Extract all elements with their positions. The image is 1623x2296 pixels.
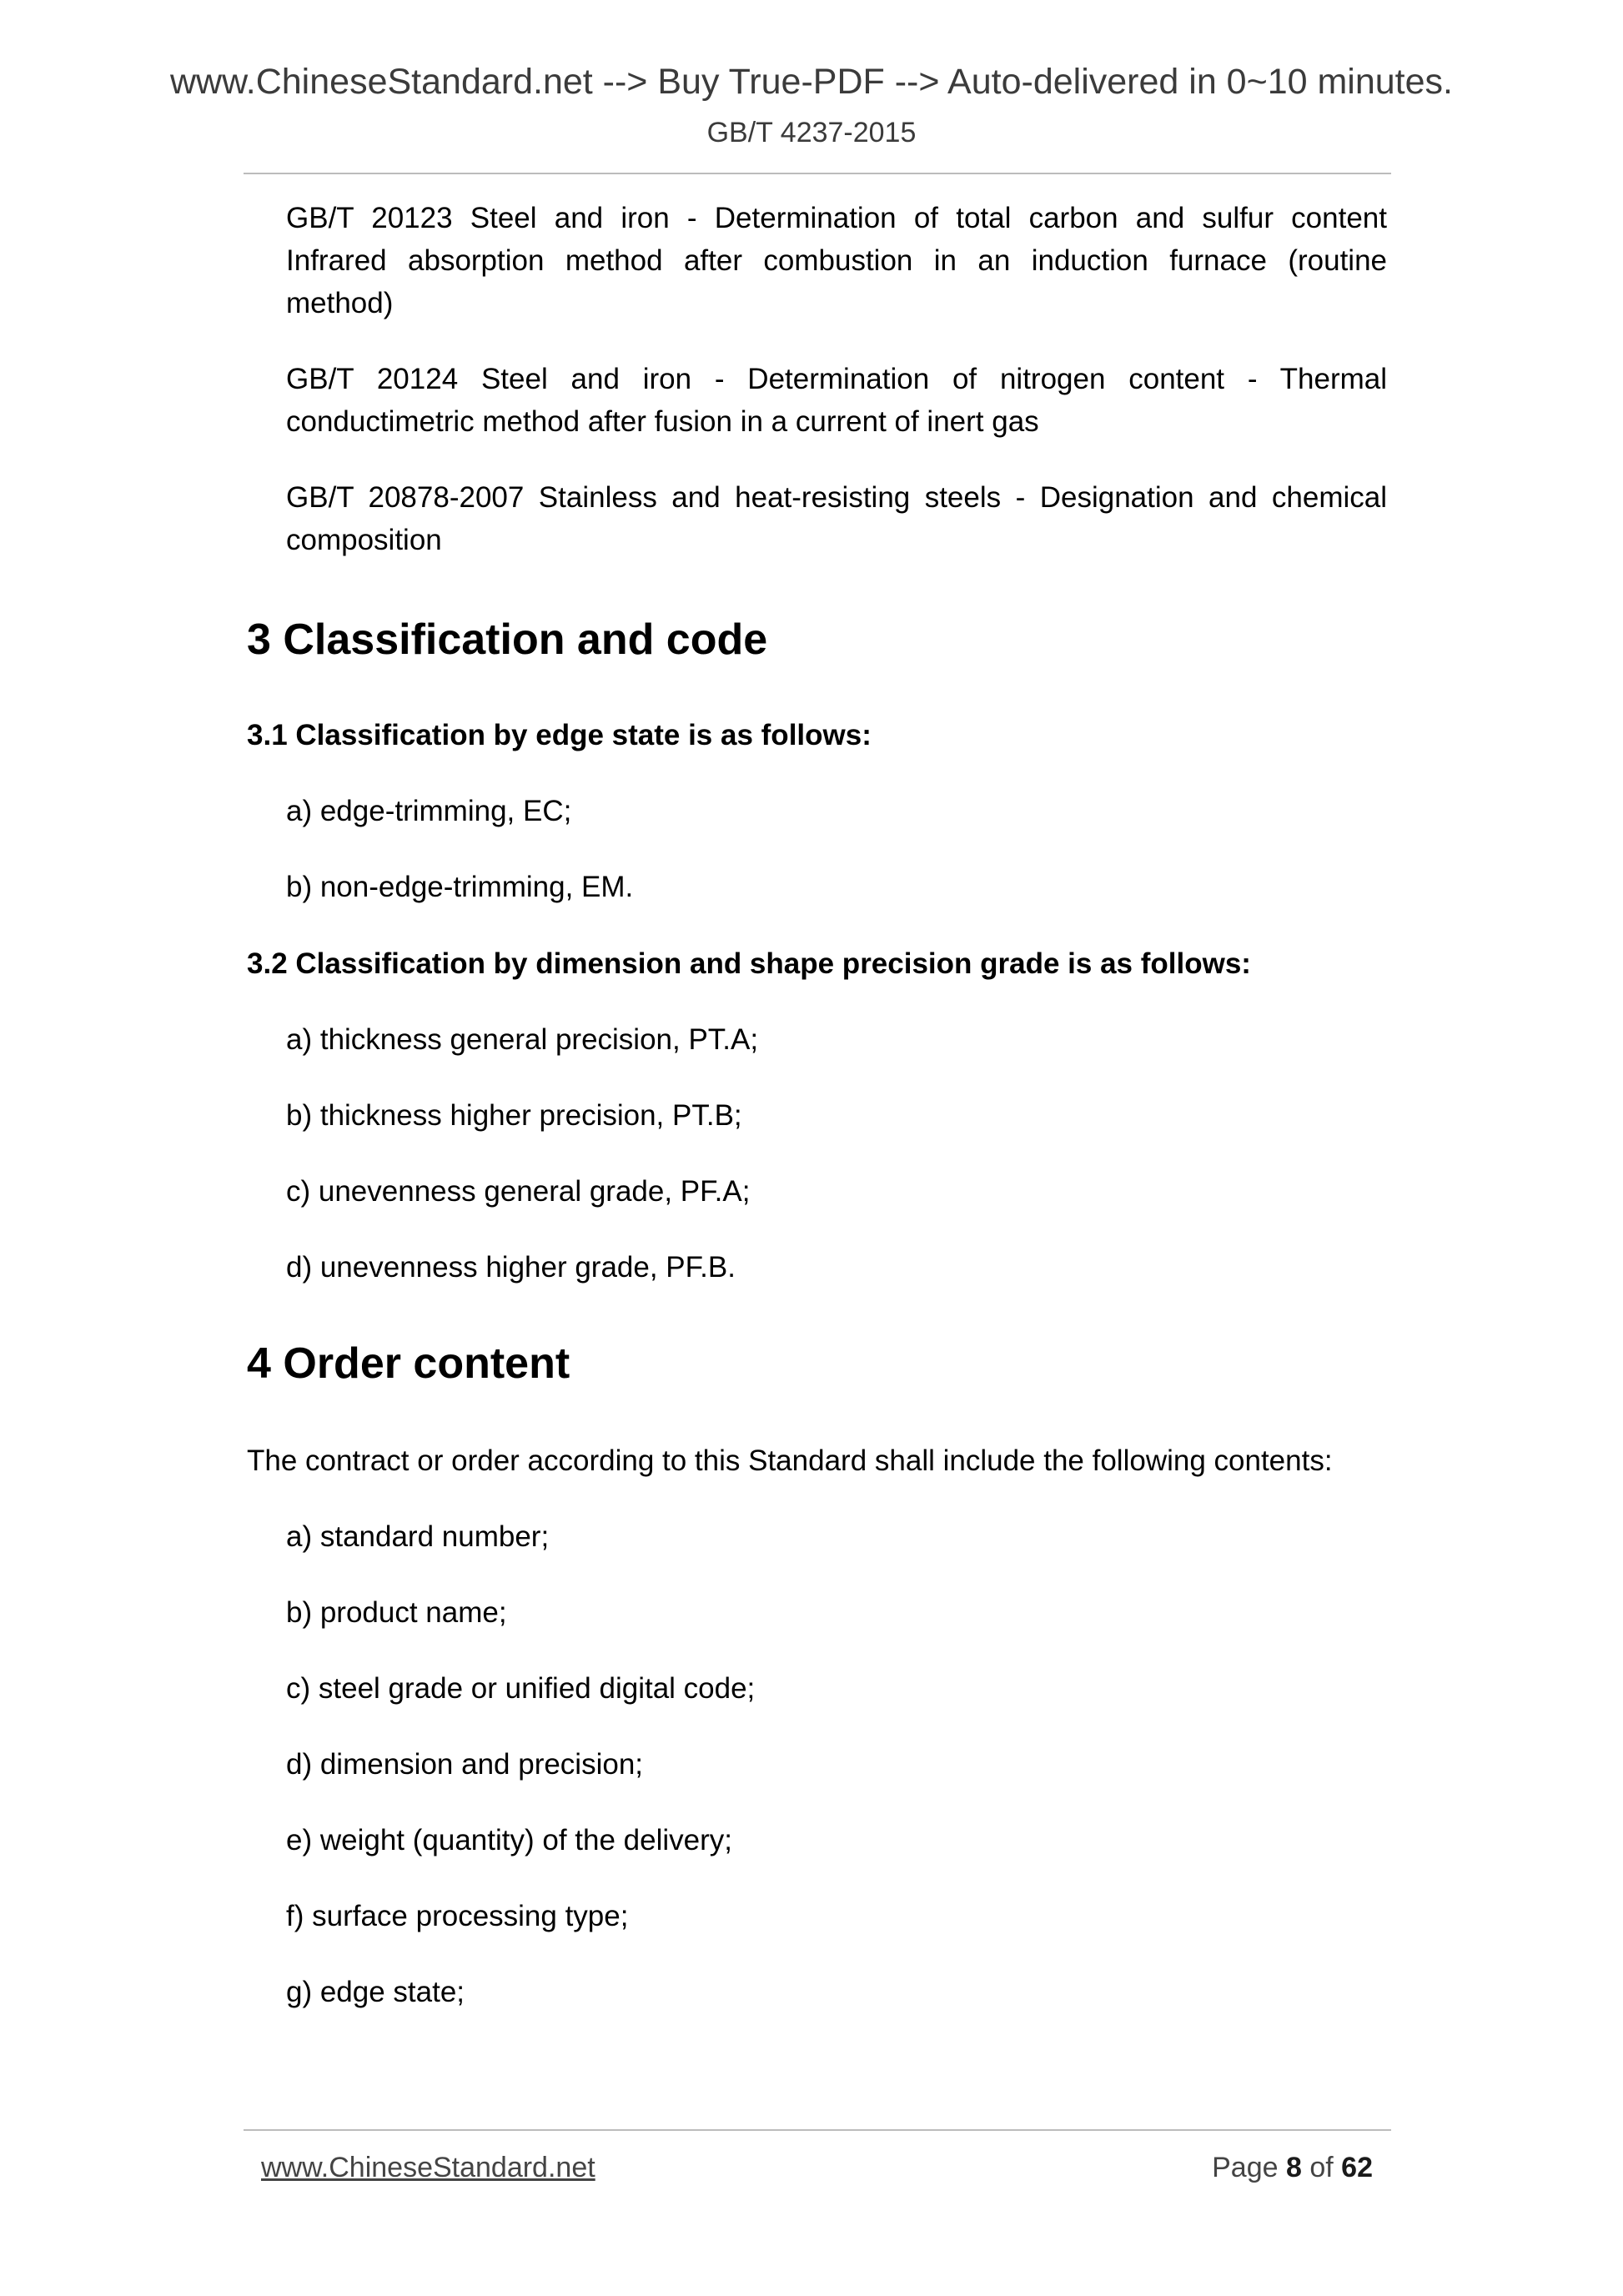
reference-gbt-20124 — [286, 358, 1387, 443]
section-4-intro: The contract or order according to this Standard shall include the following contents: — [247, 1444, 1333, 1477]
reference-line: GB/T 20878-2007 Stainless and heat-resisting steels - Designation and chemical — [286, 481, 1387, 514]
footer-divider — [244, 2129, 1391, 2131]
list-item: d) dimension and precision; — [286, 1748, 644, 1781]
list-item: b) thickness higher precision, PT.B; — [286, 1099, 742, 1132]
section-3-2-heading: 3.2 Classification by dimension and shape precision grade is as follows: — [247, 947, 1251, 980]
list-item: c) steel grade or unified digital code; — [286, 1672, 756, 1705]
list-item: a) edge-trimming, EC; — [286, 795, 572, 827]
reference-line: Infrared absorption method after combustion in an induction furnace (routine — [286, 244, 1387, 277]
reference-line: composition — [286, 524, 442, 556]
section-3-heading: 3 Classification and code — [247, 615, 768, 664]
header-standard-number: GB/T 4237-2015 — [706, 117, 917, 148]
page-of: of — [1309, 2152, 1334, 2183]
list-item: g) edge state; — [286, 1976, 465, 2008]
footer-website-link[interactable]: www.ChineseStandard.net — [261, 2152, 595, 2183]
list-item: a) thickness general precision, PT.A; — [286, 1023, 759, 1056]
list-item: d) unevenness higher grade, PF.B. — [286, 1251, 736, 1284]
reference-line: method) — [286, 287, 394, 319]
section-3-1-heading: 3.1 Classification by edge state is as follows: — [247, 719, 872, 751]
page-label: Page — [1212, 2152, 1279, 2183]
list-item: b) non-edge-trimming, EM. — [286, 871, 634, 903]
reference-line: GB/T 20123 Steel and iron - Determination of total carbon and sulfur content — [286, 202, 1387, 234]
section-4-heading: 4 Order content — [247, 1339, 570, 1388]
list-item: e) weight (quantity) of the delivery; — [286, 1824, 732, 1856]
list-item: f) surface processing type; — [286, 1900, 629, 1932]
header-divider — [244, 173, 1391, 174]
list-item: c) unevenness general grade, PF.A; — [286, 1175, 751, 1208]
header-banner[interactable]: www.ChineseStandard.net --> Buy True-PDF --> Auto-delivered in 0~10 minutes. — [169, 62, 1453, 102]
page-total: 62 — [1341, 2152, 1373, 2183]
list-item: a) standard number; — [286, 1520, 550, 1553]
page-current: 8 — [1285, 2152, 1302, 2183]
reference-line: GB/T 20124 Steel and iron - Determination of nitrogen content - Thermal — [286, 363, 1387, 395]
reference-gbt-20878 — [286, 476, 1387, 561]
list-item: b) product name; — [286, 1596, 507, 1629]
reference-line: conductimetric method after fusion in a current of inert gas — [286, 405, 1039, 438]
reference-gbt-20123 — [286, 197, 1387, 324]
page-number — [1212, 2152, 1373, 2184]
